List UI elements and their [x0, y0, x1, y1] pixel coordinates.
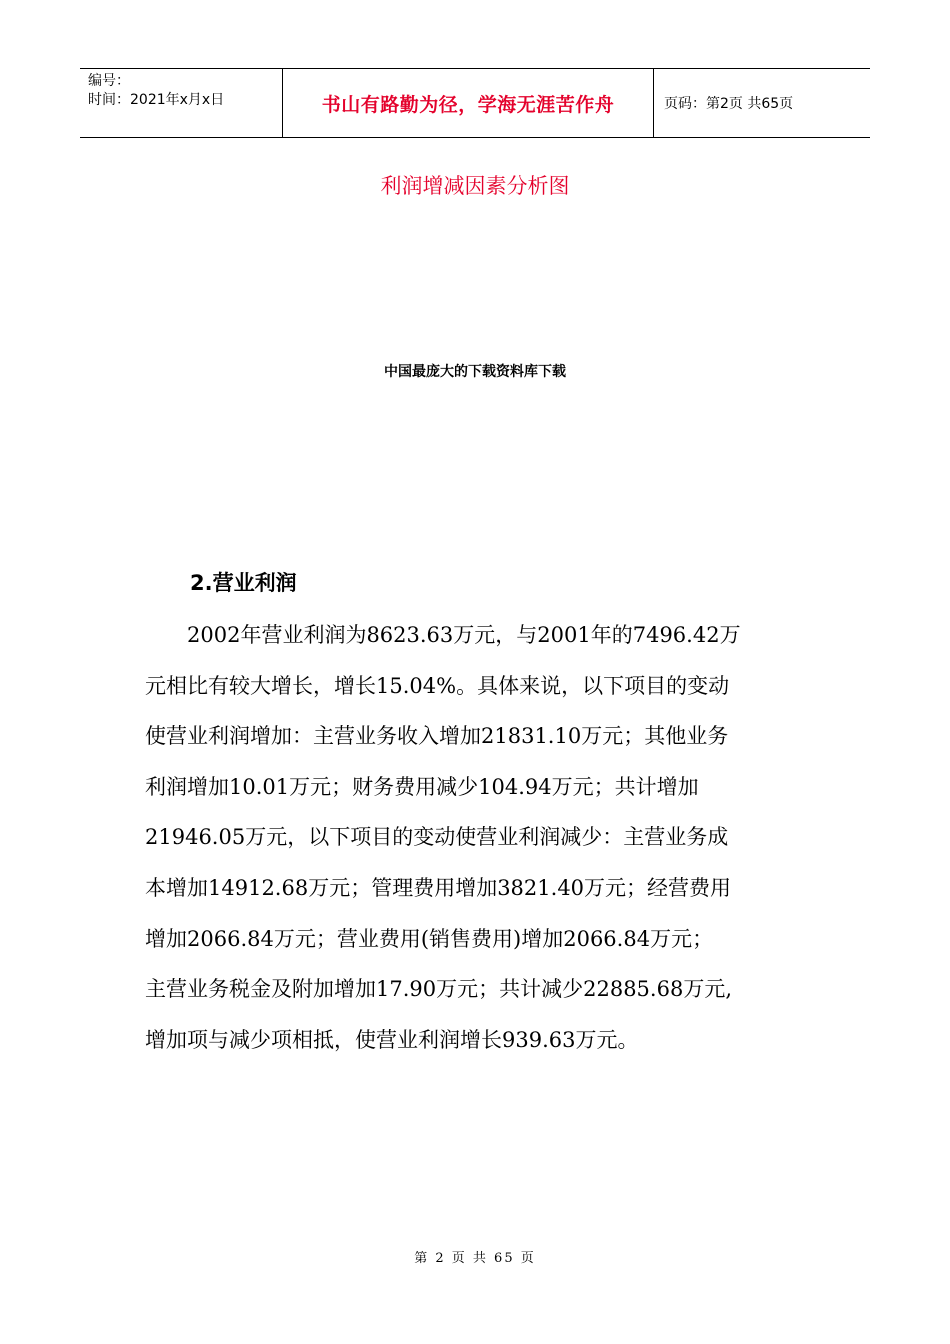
header-motto: 书山有路勤为径，学海无涯苦作舟 [321, 93, 615, 116]
number-label: 编号： [88, 73, 130, 89]
body-line: 元相比有较大增长，增长15.04%。具体来说，以下项目的变动 [145, 673, 730, 698]
body-line: 主营业务税金及附加增加17.90万元；共计减少22885.68万元, [145, 977, 732, 1002]
section-body [145, 610, 810, 1065]
page-label: 页码：第2页 共65页 [664, 96, 794, 112]
body-line: 21946.05万元，以下项目的变动使营业利润减少：主营业务成 [145, 825, 729, 850]
download-banner: 中国最庞大的下载资料库下载 [384, 364, 566, 380]
header-motto-cell [282, 69, 654, 137]
document-title: 利润增减因素分析图 [380, 174, 570, 198]
header-page-cell [654, 69, 870, 137]
header-meta [80, 69, 282, 137]
body-line: 2002年营业利润为8623.63万元，与2001年的7496.42万 [145, 623, 741, 647]
body-line: 利润增加10.01万元；财务费用减少104.94万元；共计增加 [145, 774, 699, 799]
body-line: 增加项与减少项相抵，使营业利润增长939.63万元。 [145, 1027, 639, 1052]
body-line: 使营业利润增加：主营业务收入增加21831.10万元；其他业务 [145, 724, 729, 749]
body-line: 本增加14912.68万元；管理费用增加3821.40万元；经营费用 [145, 875, 732, 900]
page-footer: 第 2 页 共 65 页 [414, 1251, 536, 1266]
time-label: 时间：2021年x月x日 [88, 92, 225, 108]
section-heading: 2.营业利润 [190, 571, 297, 595]
page-header [80, 68, 870, 138]
body-line: 增加2066.84万元；营业费用(销售费用)增加2066.84万元； [145, 926, 714, 951]
